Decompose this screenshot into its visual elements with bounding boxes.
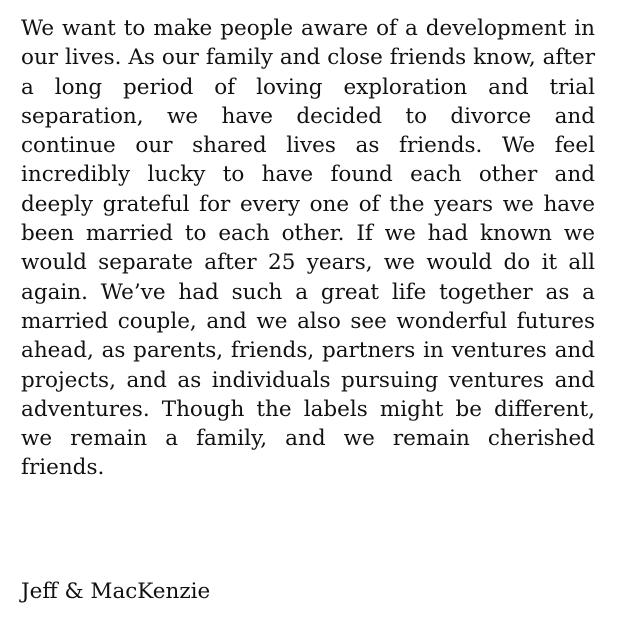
letter-signature: Jeff & MacKenzie xyxy=(21,579,211,604)
letter-body-text: We want to make people aware of a development in our lives. As our family and close friends know, after a long period of loving exploration and trial separation, we have decided to divorce and continue our shared lives as friends. We feel incredibly lucky to have found each other and deeply grateful for every one of the years we have been married to each other. If we had known we would separate after 25 years, we would do it all again. We’ve had such a great life together as a married couple, and we also see wonderful futures ahead, as parents, friends, partners in ventures and projects, and as individuals pursuing ventures and adventures. Though the labels might be different, we remain a family, and we remain cherished friends. xyxy=(21,16,595,481)
